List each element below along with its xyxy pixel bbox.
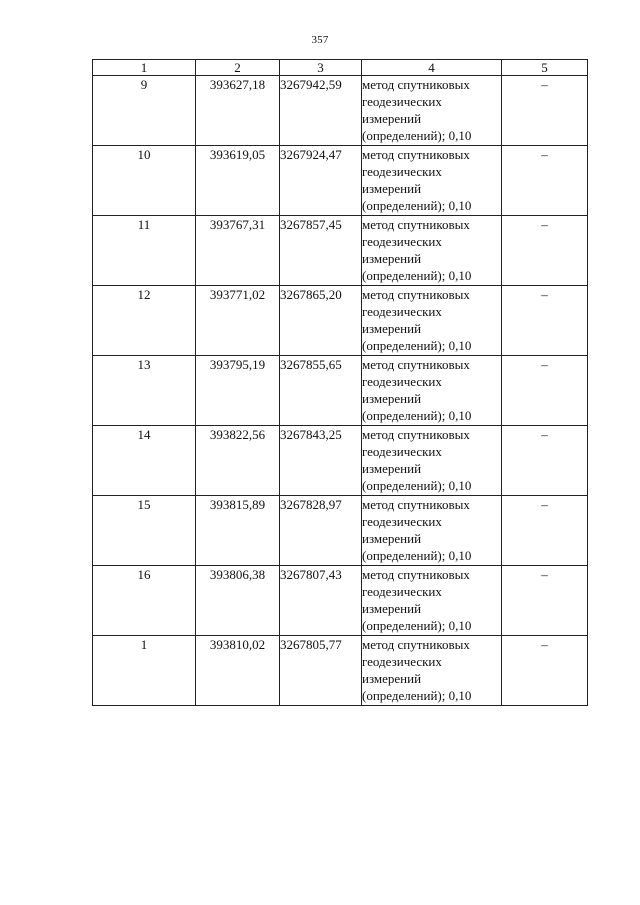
note-cell: – bbox=[502, 566, 588, 636]
point-number-cell: 9 bbox=[93, 76, 196, 146]
method-line: метод спутниковых bbox=[362, 217, 470, 232]
point-number-cell: 15 bbox=[93, 496, 196, 566]
note-cell: – bbox=[502, 636, 588, 706]
method-line: геодезических bbox=[362, 304, 442, 319]
method-line: геодезических bbox=[362, 234, 442, 249]
method-line: геодезических bbox=[362, 94, 442, 109]
y-coordinate-cell: 3267828,97 bbox=[280, 496, 362, 566]
method-line: геодезических bbox=[362, 514, 442, 529]
point-number-cell: 16 bbox=[93, 566, 196, 636]
method-cell bbox=[362, 496, 502, 566]
method-line: метод спутниковых bbox=[362, 287, 470, 302]
method-line: измерений bbox=[362, 601, 422, 616]
method-cell bbox=[362, 356, 502, 426]
note-cell: – bbox=[502, 76, 588, 146]
method-cell bbox=[362, 146, 502, 216]
method-cell bbox=[362, 636, 502, 706]
method-line: геодезических bbox=[362, 444, 442, 459]
method-line: метод спутниковых bbox=[362, 427, 470, 442]
y-coordinate-cell: 3267843,25 bbox=[280, 426, 362, 496]
note-cell: – bbox=[502, 216, 588, 286]
x-coordinate-cell: 393767,31 bbox=[196, 216, 280, 286]
y-coordinate-cell: 3267865,20 bbox=[280, 286, 362, 356]
method-cell bbox=[362, 426, 502, 496]
x-coordinate-cell: 393815,89 bbox=[196, 496, 280, 566]
x-coordinate-cell: 393627,18 bbox=[196, 76, 280, 146]
y-coordinate-cell: 3267924,47 bbox=[280, 146, 362, 216]
method-cell bbox=[362, 286, 502, 356]
method-line: метод спутниковых bbox=[362, 357, 470, 372]
method-line: измерений bbox=[362, 251, 422, 266]
table-row bbox=[93, 356, 588, 426]
note-cell: – bbox=[502, 356, 588, 426]
method-line: (определений); 0,10 bbox=[362, 408, 472, 423]
method-line: измерений bbox=[362, 391, 422, 406]
point-number-cell: 1 bbox=[93, 636, 196, 706]
method-line: метод спутниковых bbox=[362, 77, 470, 92]
note-cell: – bbox=[502, 286, 588, 356]
table-row bbox=[93, 426, 588, 496]
point-number-cell: 10 bbox=[93, 146, 196, 216]
table-row bbox=[93, 216, 588, 286]
table-header-row bbox=[93, 60, 588, 76]
table-body bbox=[93, 76, 588, 706]
method-line: (определений); 0,10 bbox=[362, 618, 472, 633]
x-coordinate-cell: 393810,02 bbox=[196, 636, 280, 706]
method-line: геодезических bbox=[362, 164, 442, 179]
method-line: геодезических bbox=[362, 374, 442, 389]
x-coordinate-cell: 393619,05 bbox=[196, 146, 280, 216]
method-line: геодезических bbox=[362, 584, 442, 599]
table-row bbox=[93, 636, 588, 706]
note-cell: – bbox=[502, 496, 588, 566]
column-header-5: 5 bbox=[502, 60, 588, 76]
table-row bbox=[93, 496, 588, 566]
method-cell bbox=[362, 566, 502, 636]
point-number-cell: 14 bbox=[93, 426, 196, 496]
point-number-cell: 12 bbox=[93, 286, 196, 356]
y-coordinate-cell: 3267807,43 bbox=[280, 566, 362, 636]
column-header-2: 2 bbox=[196, 60, 280, 76]
method-line: измерений bbox=[362, 461, 422, 476]
method-line: (определений); 0,10 bbox=[362, 338, 472, 353]
method-line: метод спутниковых bbox=[362, 637, 470, 652]
page-number: 357 bbox=[311, 34, 329, 46]
method-line: (определений); 0,10 bbox=[362, 548, 472, 563]
method-line: измерений bbox=[362, 531, 422, 546]
method-cell bbox=[362, 216, 502, 286]
y-coordinate-cell: 3267855,65 bbox=[280, 356, 362, 426]
y-coordinate-cell: 3267857,45 bbox=[280, 216, 362, 286]
method-line: измерений bbox=[362, 321, 422, 336]
method-line: (определений); 0,10 bbox=[362, 478, 472, 493]
x-coordinate-cell: 393771,02 bbox=[196, 286, 280, 356]
y-coordinate-cell: 3267805,77 bbox=[280, 636, 362, 706]
coordinates-table bbox=[92, 59, 588, 706]
note-cell: – bbox=[502, 146, 588, 216]
method-line: (определений); 0,10 bbox=[362, 198, 472, 213]
y-coordinate-cell: 3267942,59 bbox=[280, 76, 362, 146]
method-line: метод спутниковых bbox=[362, 567, 470, 582]
method-line: метод спутниковых bbox=[362, 147, 470, 162]
note-cell: – bbox=[502, 426, 588, 496]
x-coordinate-cell: 393806,38 bbox=[196, 566, 280, 636]
table-row bbox=[93, 566, 588, 636]
column-header-4: 4 bbox=[362, 60, 502, 76]
table-row bbox=[93, 76, 588, 146]
method-line: геодезических bbox=[362, 654, 442, 669]
table-row bbox=[93, 146, 588, 216]
method-line: (определений); 0,10 bbox=[362, 268, 472, 283]
method-line: измерений bbox=[362, 671, 422, 686]
table-row bbox=[93, 286, 588, 356]
method-line: (определений); 0,10 bbox=[362, 688, 472, 703]
method-cell bbox=[362, 76, 502, 146]
point-number-cell: 13 bbox=[93, 356, 196, 426]
method-line: измерений bbox=[362, 181, 422, 196]
x-coordinate-cell: 393795,19 bbox=[196, 356, 280, 426]
method-line: (определений); 0,10 bbox=[362, 128, 472, 143]
method-line: измерений bbox=[362, 111, 422, 126]
column-header-1: 1 bbox=[93, 60, 196, 76]
point-number-cell: 11 bbox=[93, 216, 196, 286]
column-header-3: 3 bbox=[280, 60, 362, 76]
x-coordinate-cell: 393822,56 bbox=[196, 426, 280, 496]
method-line: метод спутниковых bbox=[362, 497, 470, 512]
